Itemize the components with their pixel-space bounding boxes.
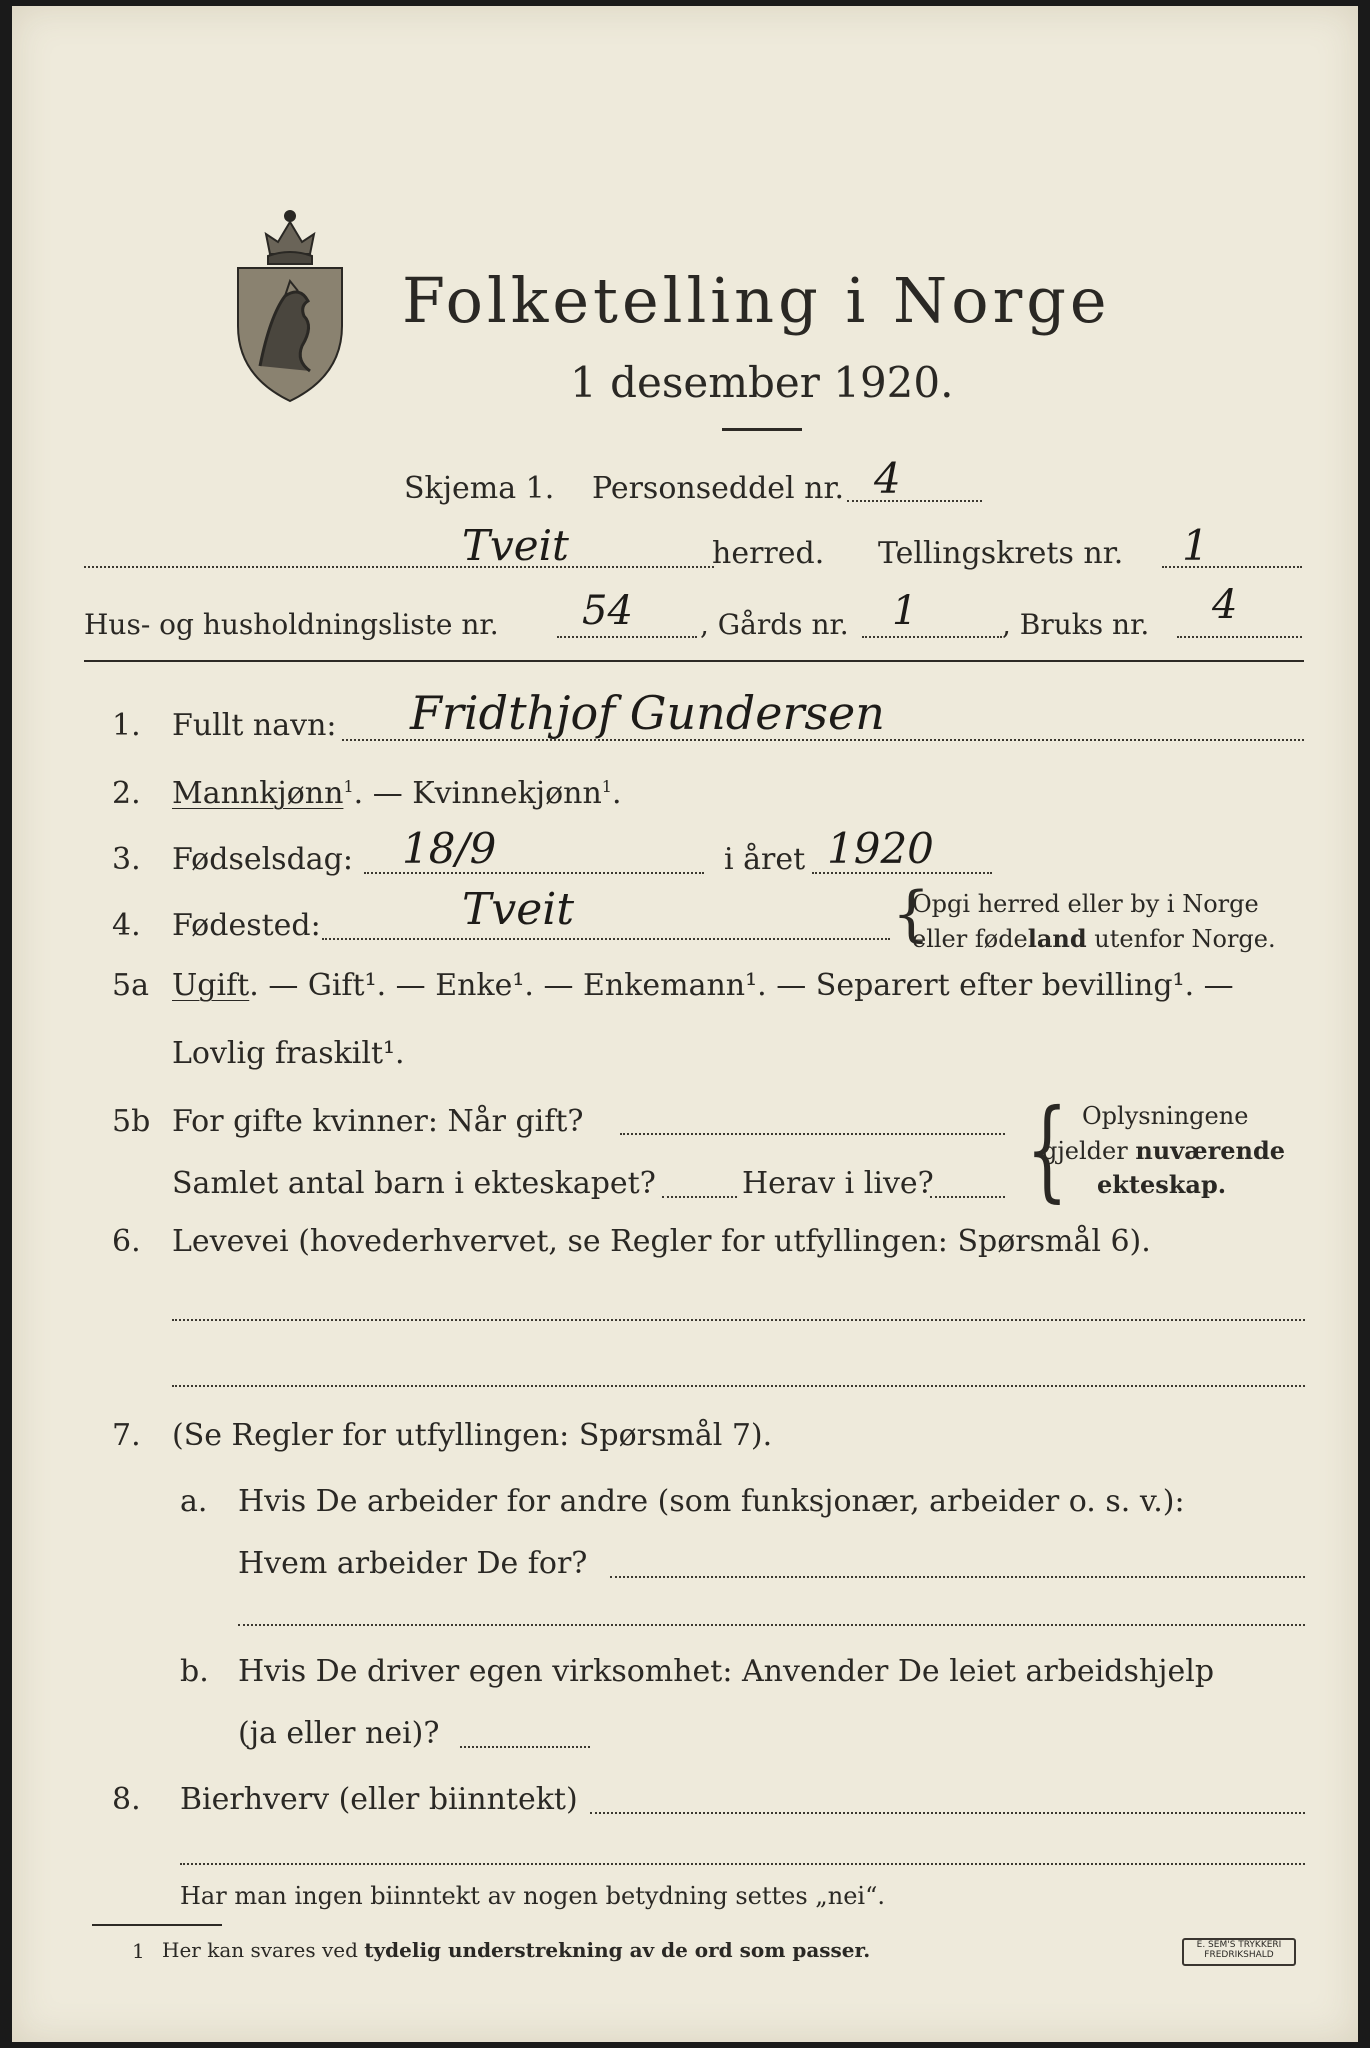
- q2-options: Mannkjønn$^1$. — Kvinnekjønn$^1$.: [172, 776, 622, 811]
- printer-stamp: E. SEM'S TRYKKERI FREDRIKSHALD: [1182, 1938, 1296, 1966]
- form-title: Folketelling i Norge: [402, 264, 1111, 337]
- herred-label: herred.: [712, 536, 825, 571]
- q7a-line-2: [238, 1624, 1305, 1626]
- q1-label: Fullt navn:: [172, 708, 337, 743]
- q5b-label-naar-gift: For gifte kvinner: Når gift?: [172, 1104, 584, 1139]
- gards-label: , Gårds nr.: [700, 608, 849, 641]
- q5b-label-herav: Herav i live?: [742, 1166, 934, 1201]
- skjema-label: Skjema 1.: [404, 471, 555, 506]
- q3-label: Fødselsdag:: [172, 842, 353, 877]
- q3-year-value: 1920: [827, 824, 934, 873]
- footnote-divider: [92, 1924, 222, 1926]
- q7b-number: b.: [180, 1654, 209, 1689]
- q7b-label: Hvis De driver egen virksomhet: Anvender De leiet arbeidshjelp: [238, 1654, 1215, 1689]
- q3-year-label: i året: [724, 842, 806, 877]
- q5b-antal-barn-line: [662, 1196, 737, 1198]
- header-divider: [722, 428, 802, 431]
- q5b-brace: {: [1026, 1085, 1068, 1213]
- q5b-note-line2: gjelder nuværende: [1042, 1136, 1286, 1165]
- option-ugift[interactable]: Ugift: [172, 968, 250, 1003]
- option-kvinnekjonn[interactable]: Kvinnekjønn: [412, 776, 602, 811]
- bruks-label: , Bruks nr.: [1002, 608, 1150, 641]
- q6-line-1: [172, 1319, 1305, 1321]
- tellingskrets-label: Tellingskrets nr.: [878, 536, 1124, 571]
- q1-value: Fridthjof Gundersen: [410, 686, 885, 740]
- q5b-label-antal-barn: Samlet antal barn i ekteskapet?: [172, 1166, 656, 1201]
- bruks-value: 4: [1212, 582, 1238, 628]
- hus-line: [557, 636, 697, 638]
- q4-line: [322, 938, 890, 940]
- q7a-label2: Hvem arbeider De for?: [238, 1546, 588, 1581]
- q5b-note-line1: Oplysningene: [1082, 1102, 1249, 1130]
- q8-label: Bierhverv (eller biinntekt): [180, 1782, 578, 1817]
- q8-line-2: [180, 1863, 1305, 1865]
- q5a-options: Ugift. — Gift¹. — Enke¹. — Enkemann¹. — Separert efter bevilling¹. —: [172, 968, 1234, 1003]
- herred-value: Tveit: [462, 521, 569, 570]
- q7-label: (Se Regler for utfyllingen: Spørsmål 7).: [172, 1418, 773, 1453]
- hus-label: Hus- og husholdningsliste nr.: [84, 608, 499, 641]
- q2-number: 2.: [112, 776, 141, 811]
- q5b-herav-line: [930, 1196, 1005, 1198]
- q6-number: 6.: [112, 1224, 141, 1259]
- q3-value: 18/9: [402, 824, 497, 873]
- personseddel-label: Personseddel nr.: [592, 471, 845, 506]
- option-mannkjonn[interactable]: Mannkjønn: [172, 776, 344, 811]
- q4-value: Tveit: [462, 884, 574, 935]
- q8-note: Har man ingen biinntekt av nogen betydning settes „nei“.: [180, 1882, 885, 1910]
- tellingskrets-value: 1: [1182, 521, 1209, 570]
- norway-coat-of-arms-icon: [230, 196, 350, 406]
- q7a-number: a.: [180, 1484, 208, 1519]
- census-form-page: [12, 6, 1358, 2042]
- q7a-line-1: [610, 1576, 1305, 1578]
- q4-brace: {: [892, 879, 931, 949]
- personseddel-line: [847, 500, 982, 502]
- personseddel-value: 4: [874, 454, 901, 503]
- q6-label: Levevei (hovederhvervet, se Regler for utfyllingen: Spørsmål 6).: [172, 1224, 1151, 1259]
- hus-value: 54: [582, 588, 633, 634]
- q7-number: 7.: [112, 1418, 141, 1453]
- q4-number: 4.: [112, 908, 141, 943]
- q1-number: 1.: [112, 708, 141, 743]
- gards-line: [862, 636, 1002, 638]
- herred-line: [84, 566, 714, 568]
- footnote-mark: 1: [132, 1939, 145, 1963]
- q5a-line2[interactable]: Lovlig fraskilt¹.: [172, 1036, 405, 1071]
- q6-line-2: [172, 1385, 1305, 1387]
- q8-line-1: [590, 1812, 1305, 1814]
- q4-note-line1: Opgi herred eller by i Norge: [912, 890, 1259, 918]
- q3-number: 3.: [112, 842, 141, 877]
- q4-note-line2: eller fødeland utenfor Norge.: [912, 924, 1276, 953]
- bruks-line: [1177, 636, 1302, 638]
- q4-label: Fødested:: [172, 908, 321, 943]
- q5b-naar-gift-line: [620, 1133, 1005, 1135]
- q5b-note-line3: ekteskap.: [1097, 1170, 1227, 1199]
- q7b-label2: (ja eller nei)?: [238, 1716, 440, 1751]
- section-divider: [84, 660, 1304, 662]
- q5b-number: 5b: [112, 1104, 151, 1139]
- q7b-line: [460, 1746, 590, 1748]
- form-date: 1 desember 1920.: [570, 358, 954, 407]
- q7a-label: Hvis De arbeider for andre (som funksjonær, arbeider o. s. v.):: [238, 1484, 1185, 1519]
- gards-value: 1: [892, 588, 918, 634]
- q5a-number: 5a: [112, 968, 149, 1003]
- q8-number: 8.: [112, 1782, 141, 1817]
- footnote-text: Her kan svares ved tydelig understrekning av de ord som passer.: [162, 1938, 871, 1962]
